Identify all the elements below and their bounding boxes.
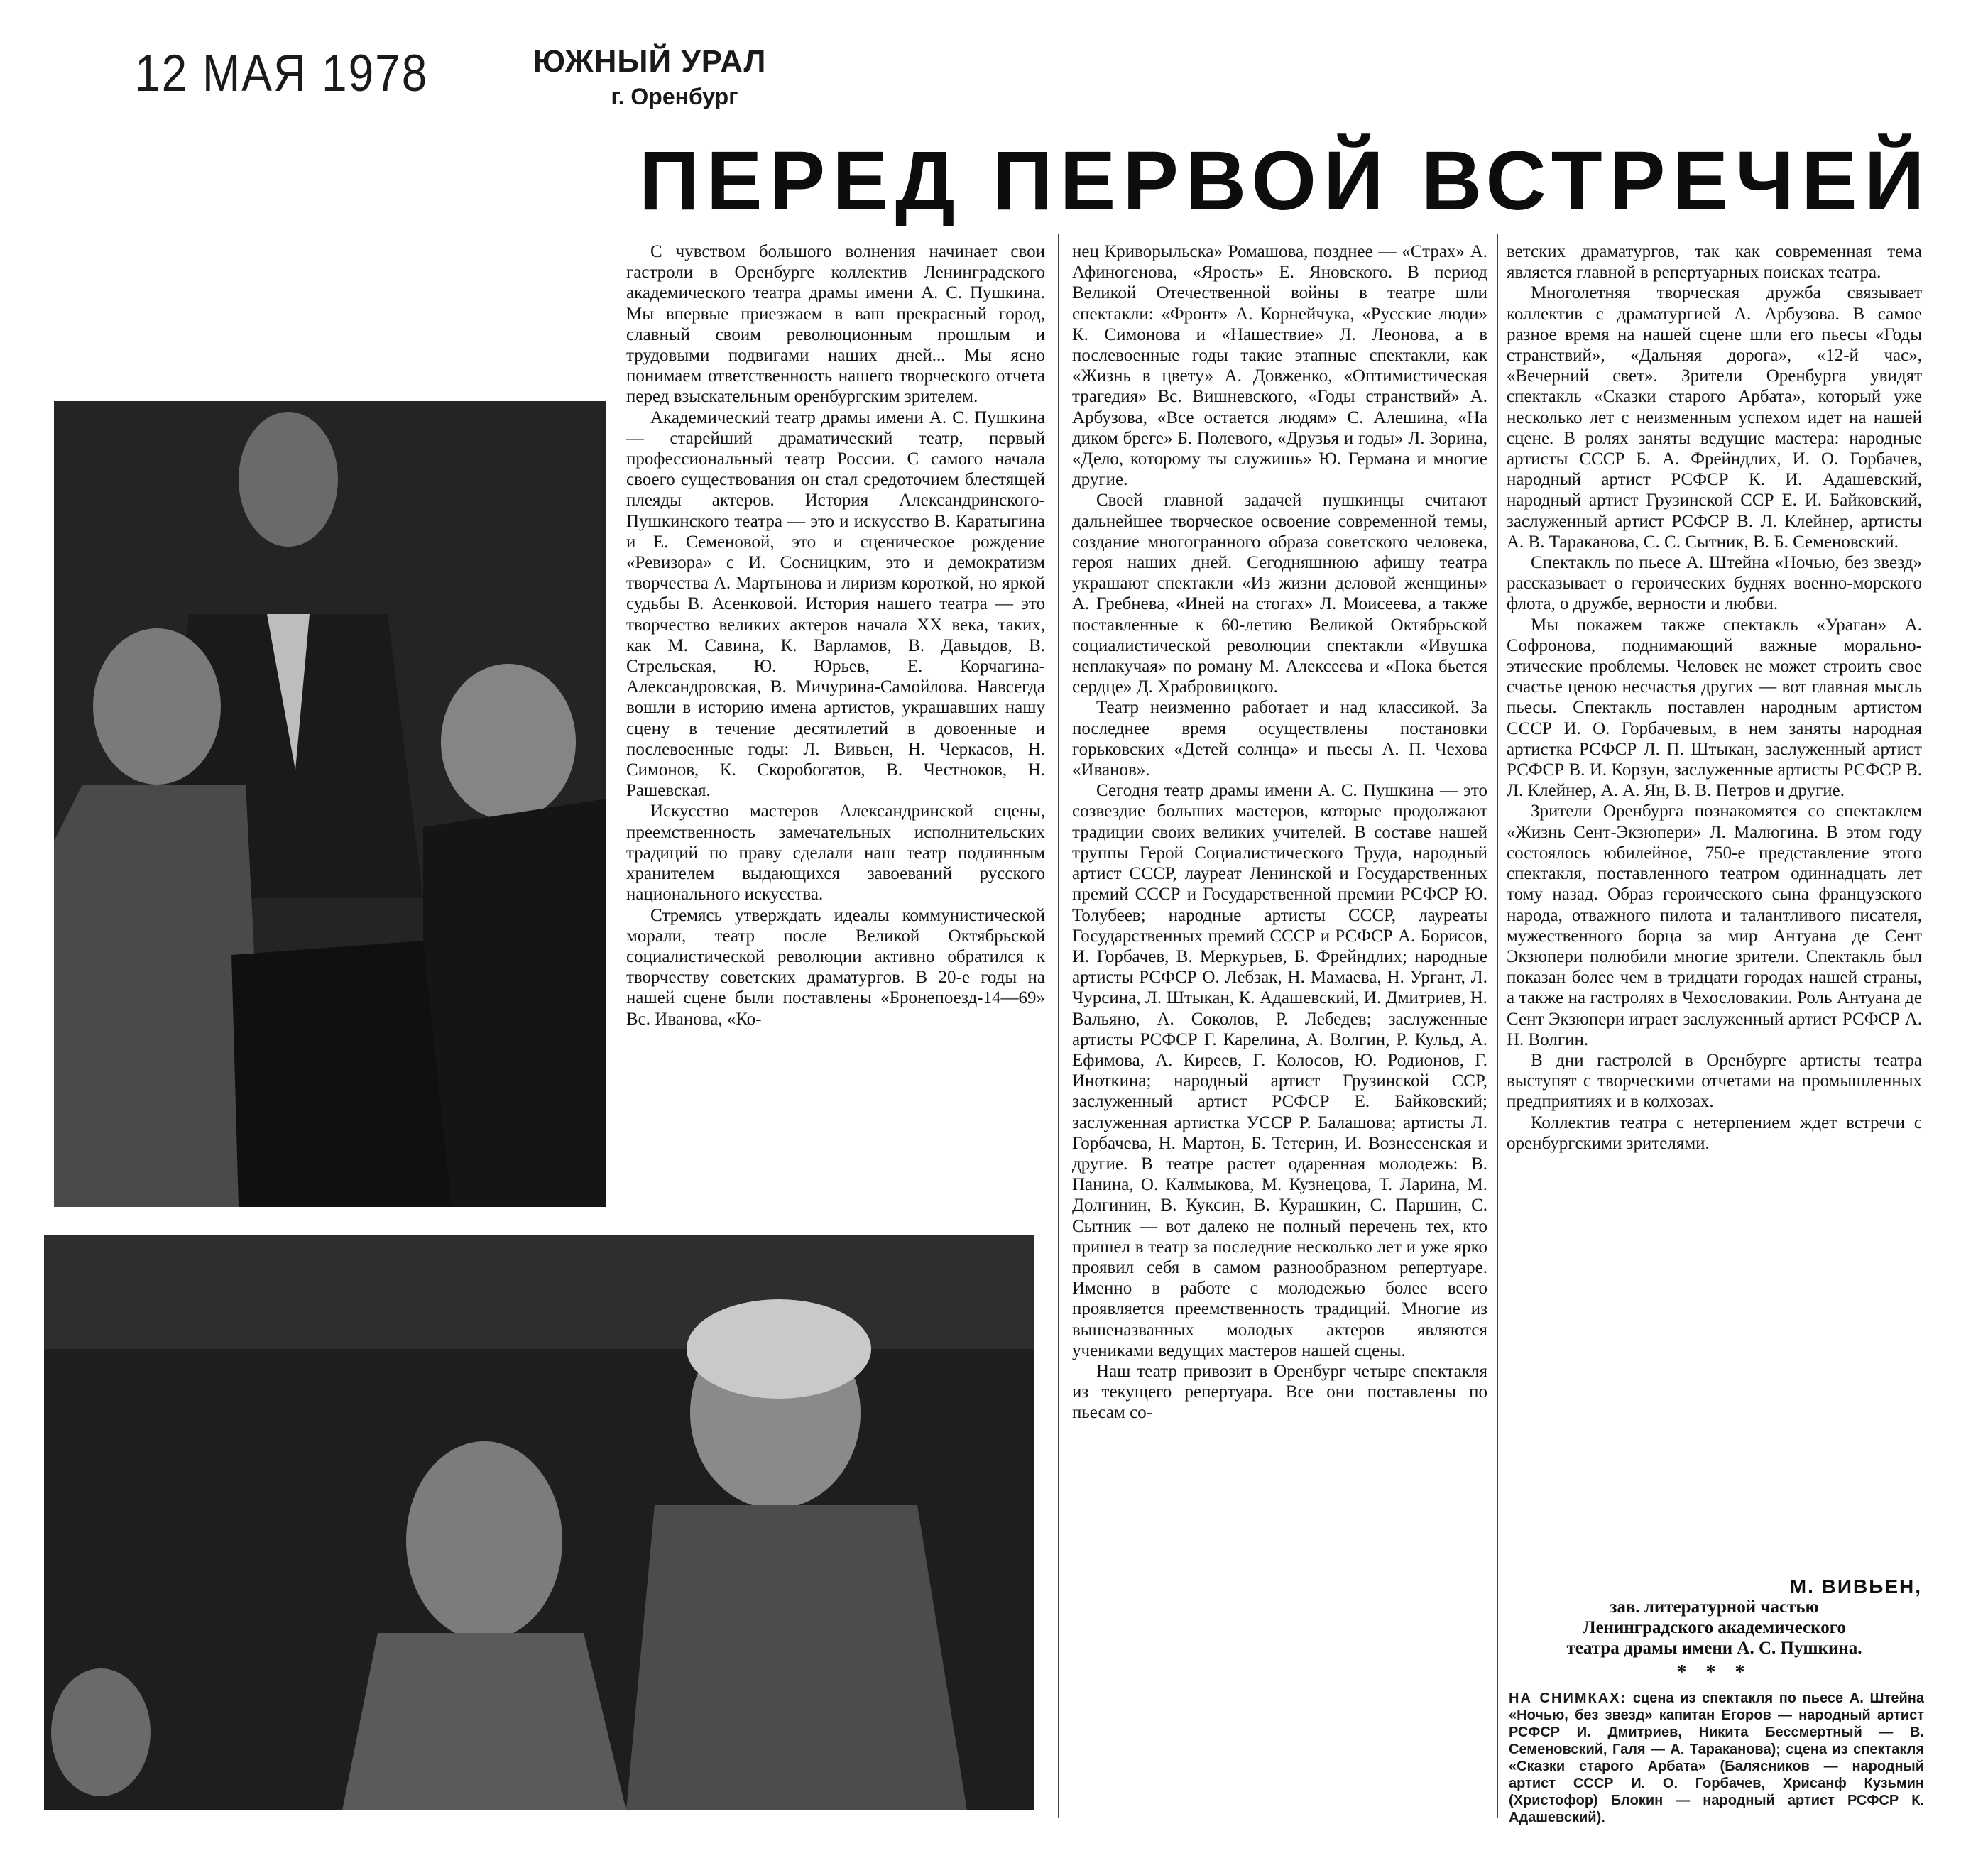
- article-photo-top: [54, 401, 606, 1207]
- photo-caption: [1509, 1690, 1924, 1832]
- photo-caption-text: сцена из спектакля по пьесе А. Штейна «Ночью, без звезд» капитан Егоров — народный артист РСФСР И. Дмитриев, Никита Бессмертный — В. Семеновский, Галя — А. Тараканова); сцена из спектакля «Сказки старого Арбата» (Балясников — народный артист СССР И. О. Горбачев, Хрисанф Кузьмин (Христофор) Блокин — народный артист РСФСР К. Адашевский).: [1509, 1690, 1924, 1825]
- column-rule-1: [1058, 234, 1059, 1818]
- column-rule-2: [1497, 234, 1498, 1818]
- article-column-2: [1072, 241, 1487, 1825]
- article-paragraph: Искусство мастеров Александринской сцены, преемственность замечательных исполнительских традиций по праву сделали наш театр подлинным хранителем выдающихся завоеваний русского национального искусства.: [626, 802, 1045, 905]
- photo-scene-tales-of-old-arbat-image: [44, 1235, 1034, 1810]
- article-paragraph: С чувством большого волнения начинает свои гастроли в Оренбурге коллектив Ленинградского академического театра драмы имени А. С. Пушкина. Мы впервые приезжаем в ваш прекрасный город, славный своим революционным прошлым и трудовыми подвигами наших дней... Мы ясно понимаем ответственность нашего творческого отчета перед взыскательным оренбургским зрителем.: [626, 242, 1045, 407]
- article-paragraph: Наш театр привозит в Оренбург четыре спектакля из текущего репертуара. Все они поставлены по пьесам со-: [1072, 1361, 1487, 1423]
- photo-caption-label: НА СНИМКАХ:: [1509, 1690, 1627, 1706]
- newspaper-name: ЮЖНЫЙ УРАЛ: [532, 44, 767, 79]
- author-signature: [1507, 1576, 1922, 1659]
- newspaper-city: г. Оренбург: [611, 84, 738, 109]
- photo-scene-night-without-stars-image: [54, 401, 606, 1207]
- article-paragraph: Зрители Оренбурга познакомятся со спектаклем «Жизнь Сент-Экзюпери» Л. Малюгина. В этом году состоялось юбилейное, 750-е представление этого спектакля, поставленного театром одиннадцать лет тому назад. Образ героического сына французского народа, отважного пилота и талантливого писателя, мужественного борца за мир Антуана де Сент Экзюпери полюбили многие зрители. Спектакль был показан более чем в тридцати городах нашей страны, а также на гастролях в Чехословакии. Роль Антуана де Сент Экзюпери играет заслуженный артист РСФСР А. Н. Волгин.: [1507, 802, 1922, 1049]
- article-paragraph: ветских драматургов, так как современная тема является главной в репертуарных поисках театра.: [1507, 242, 1922, 283]
- article-paragraph: Сегодня театр драмы имени А. С. Пушкина — это созвездие больших мастеров, которые продолжают традиции своих великих учителей. В составе нашей труппы Герой Социалистического Труда, народный артист СССР, лауреат Ленинской и Государственных премий СССР и Государственной премии РСФСР Ю. Толубеев; народные артисты СССР, лауреаты Государственных премий СССР и РСФСР А. Борисов, И. Горбачев, В. Меркурьев, Б. Фрейндлих; народные артисты РСФСР О. Лебзак, Н. Мамаева, Н. Ургант, Л. Чурсина, Л. Штыкан, К. Адашевский, И. Дмитриев, Н. Вальяно, А. Соколов, Р. Лебедев; заслуженные артисты РСФСР Г. Карелина, А. Волгин, Р. Кульд, А. Ефимова, А. Киреев, Г. Колосов, Ю. Родионов, Г. Иноткина; народный артист Грузинской ССР, заслуженный артист РСФСР Е. Байковский; заслуженная артистка УССР Р. Балашова; артисты Л. Горбачева, Н. Мартон, Б. Тетерин, И. Вознесенская и другие. В театре растет одаренная молодежь: В. Панина, О. Калмыкова, М. Кузнецова, Т. Ларина, М. Долгинин, В. Куксин, В. Курашкин, С. Паршин, С. Сытник — вот далеко не полный перечень тех, кто пришел в театр за последние несколько лет и уже ярко проявил себя в самом разнообразном репертуаре. Именно в работе с молодежью более всего проявляется преемственность традиций. Многие из вышеназванных молодых актеров являются учениками ведущих мастеров нашей сцены.: [1072, 781, 1487, 1360]
- author-role: зав. литературной частью: [1610, 1597, 1819, 1617]
- author-role: театра драмы имени А. С. Пушкина.: [1566, 1639, 1862, 1658]
- article-paragraph: Стремясь утверждать идеалы коммунистической морали, театр после Великой Октябрьской социалистической революции активно обратился к творчеству советских драматургов. В 20-е годы на нашей сцене были поставлены «Бронепоезд-14—69» Вс. Иванова, «Ко-: [626, 905, 1045, 1029]
- article-photo-bottom: [44, 1235, 1034, 1810]
- article-paragraph: Многолетняя творческая дружба связывает коллектив с драматургией А. Арбузова. В самое разное время на нашей сцене шли его пьесы «Годы странствий», «Дальняя дорога», «12-й час», «Вечерний свет». Зрители Оренбурга увидят спектакль «Сказки старого Арбата», который уже несколько лет с неизменным успехом идет на нашей сцене. В ролях заняты ведущие мастера: народные артисты СССР Б. А. Фрейндлих, И. О. Горбачев, народный артист РСФСР К. И. Адашевский, народный артист Грузинской ССР Е. И. Байковский, заслуженный артист РСФСР В. Л. Клейнер, артисты А. В. Тараканова, С. С. Сытник, В. Б. Семеновский.: [1507, 283, 1922, 552]
- article-paragraph: Спектакль по пьесе А. Штейна «Ночью, без звезд» рассказывает о героических буднях военно-морского флота, о дружбе, верности и любви.: [1507, 553, 1922, 614]
- article-paragraph: нец Криворыльска» Ромашова, позднее — «Страх» А. Афиногенова, «Ярость» Е. Яновского. В период Великой Отечественной войны в театре шли спектакли: «Фронт» А. Корнейчука, «Русские люди» К. Симонова и «Нашествие» Л. Леонова, а в послевоенные годы такие этапные спектакли, как «Жизнь в цвету» А. Довженко, «Оптимистическая трагедия» Вс. Вишневского, «Годы странствий» А. Арбузова, «Все остается людям» С. Алешина, «На диком бреге» Б. Полевого, «Друзья и годы» Л. Зорина, «Дело, которому ты служишь» Ю. Германа и многие другие.: [1072, 242, 1487, 490]
- newspaper-stamp: [529, 44, 770, 110]
- author-role: Ленинградского академического: [1583, 1618, 1846, 1637]
- article-column-3: [1507, 241, 1922, 1590]
- article-paragraph: Мы покажем также спектакль «Ураган» А. Софронова, поднимающий важные морально-этические проблемы. Человек не может строить свое счастье ценою несчастья других — вот главная мысль пьесы. Спектакль поставлен народным артистом СССР И. О. Горбачевым, в нем заняты народная артистка РСФСР Л. П. Штыкан, заслуженный артист РСФСР В. И. Корзун, заслуженные артисты РСФСР В. Л. Клейнер, А. А. Ян, В. В. Петров и другие.: [1507, 615, 1922, 801]
- article-paragraph: Академический театр драмы имени А. С. Пушкина — старейший драматический театр, первый профессиональный театр России. С самого начала своего существования он стал средоточием блестящей плеяды актеров. История Александринского-Пушкинского театра — это и искусство В. Каратыгина и Е. Семеновой, это и сценическое рождение «Ревизора» с И. Сосницким, это и демократизм творчества А. Мартынова и лиризм короткой, но яркой судьбы В. Асенковой. История нашего театра — это творчество великих актеров начала XX века, таких, как М. Савина, К. Варламов, В. Давыдов, В. Стрельская, Ю. Юрьев, Е. Корчагина-Александровская, В. Мичурина-Самойлова. Навсегда вошли в историю имена артистов, украшавших нашу сцену в течение десятилетий в довоенные и послевоенные годы: Л. Вивьен, Н. Черкасов, Н. Симонов, К. Скоробогатов, В. Честноков, Н. Рашевская.: [626, 408, 1045, 801]
- article-column-1: [626, 241, 1045, 1221]
- article-paragraph: Своей главной задачей пушкинцы считают дальнейшее творческое освоение современной темы, создание многогранного образа советского человека, героя наших дней. Сегодняшнюю афишу театра украшают спектакли «Из жизни деловой женщины» А. Гребнева, «Иней на стогах» Л. Моисеева, а также поставленные к 60-летию Великой Октябрьской социалистической революции спектакли «Ивушка неплакучая» по роману М. Алексеева и «Пока бьется сердце» Д. Храбровицкого.: [1072, 491, 1487, 697]
- section-separator: * * *: [1676, 1661, 1752, 1683]
- article-paragraph: Коллектив театра с нетерпением ждет встречи с оренбургскими зрителями.: [1507, 1113, 1922, 1153]
- article-headline: ПЕРЕД ПЕРВОЙ ВСТРЕЧЕЙ: [639, 134, 1932, 228]
- author-name: М. ВИВЬЕН,: [1789, 1575, 1922, 1597]
- date-stamp: 12 МАЯ 1978: [135, 43, 429, 102]
- article-paragraph: Театр неизменно работает и над классикой. За последнее время осуществлены постановки горьковских «Детей солнца» и пьесы А. П. Чехова «Иванов».: [1072, 698, 1487, 780]
- article-paragraph: В дни гастролей в Оренбурге артисты театра выступят с творческими отчетами на промышленных предприятиях и в колхозах.: [1507, 1050, 1922, 1112]
